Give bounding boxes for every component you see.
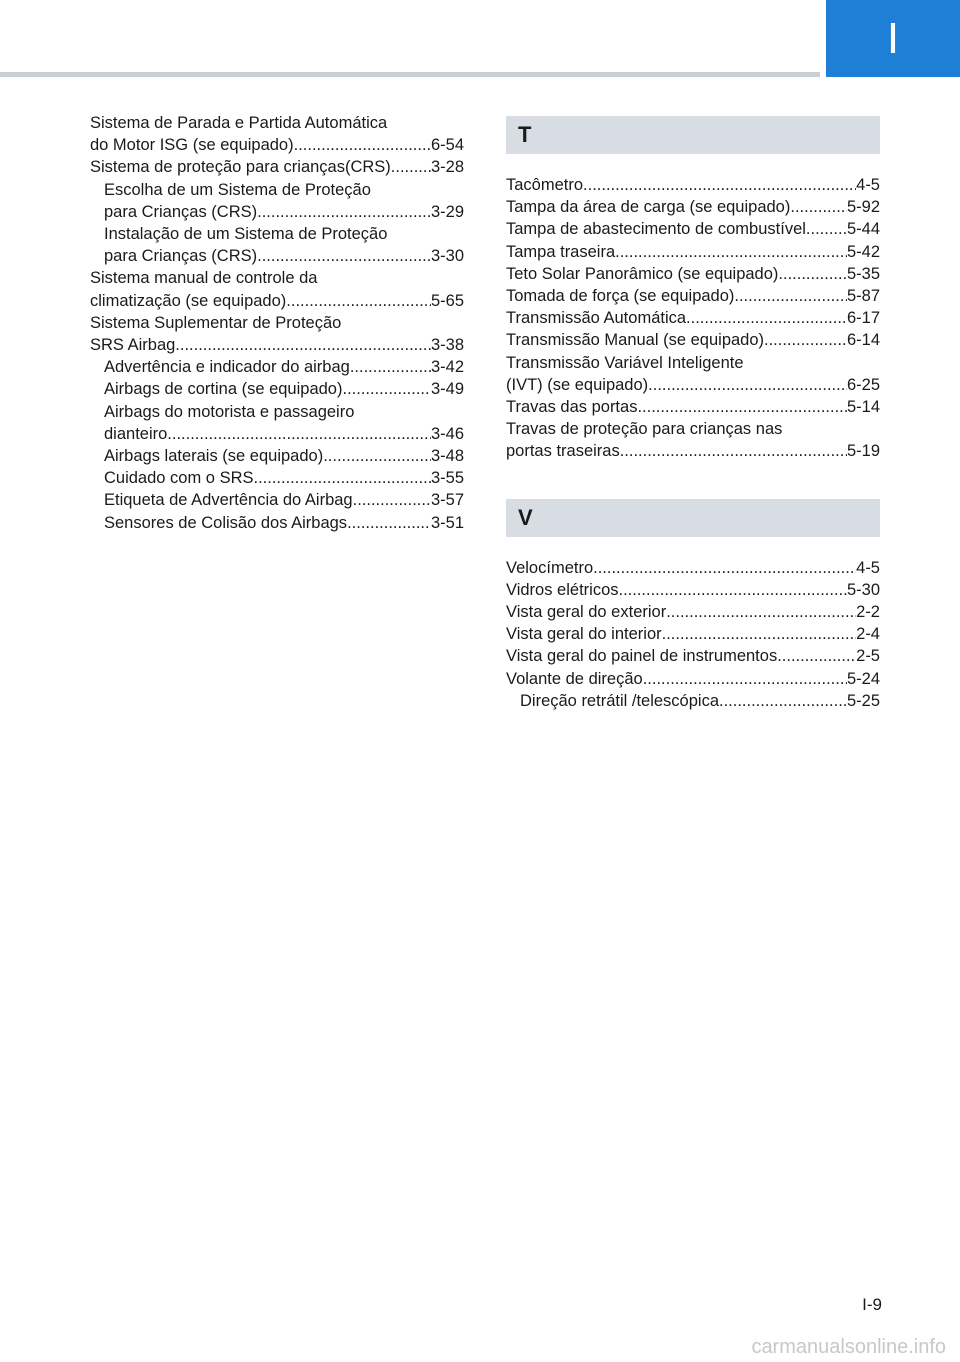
entry-page-ref: 5-25 <box>846 691 880 710</box>
entry-page-ref: 3-28 <box>430 158 464 177</box>
entry-text: Direção retrátil /telescópica <box>520 691 719 710</box>
index-entry <box>506 307 880 329</box>
footer-watermark: carmanualsonline.info <box>751 1336 946 1358</box>
entry-page-ref: 3-30 <box>430 247 464 266</box>
entry-text: Teto Solar Panorâmico (se equipado) <box>506 264 779 283</box>
entry-line <box>90 290 464 312</box>
entry-text: Sistema de proteção para crianças(CRS) <box>90 158 391 177</box>
index-column-right <box>506 116 880 712</box>
dot-leader <box>719 690 847 712</box>
index-entry <box>506 557 880 579</box>
entry-text: do Motor ISG (se equipado) <box>90 136 294 155</box>
entry-line <box>90 267 464 289</box>
entry-page-ref: 5-14 <box>846 398 880 417</box>
entry-line <box>506 623 880 645</box>
index-entry <box>506 579 880 601</box>
entry-text: Sistema de Parada e Partida Automática <box>90 114 388 132</box>
index-entry <box>506 329 880 351</box>
entry-text: para Crianças (CRS) <box>104 202 258 221</box>
entry-text: Vidros elétricos <box>506 580 619 599</box>
entry-line <box>104 401 464 423</box>
entry-line <box>506 352 880 374</box>
entry-line <box>506 601 880 623</box>
index-subentry <box>90 467 464 489</box>
dot-leader <box>643 668 847 690</box>
index-subentry <box>90 401 464 445</box>
dot-leader <box>254 467 431 489</box>
entry-page-ref: 4-5 <box>856 176 880 194</box>
dot-leader <box>167 423 431 445</box>
index-entry <box>506 263 880 285</box>
entry-line <box>104 179 464 201</box>
entry-text: Transmissão Manual (se equipado) <box>506 331 765 350</box>
entry-line <box>506 174 880 196</box>
index-subentry <box>90 179 464 223</box>
entry-line <box>104 356 464 378</box>
entry-text: dianteiro <box>104 424 168 443</box>
index-entry <box>506 418 880 462</box>
entry-page-ref: 5-87 <box>846 287 880 306</box>
index-entry <box>506 285 880 307</box>
entry-page-ref: 3-51 <box>430 513 464 532</box>
entry-text: Vista geral do exterior <box>506 603 667 622</box>
dot-leader <box>615 241 847 263</box>
entry-line <box>506 218 880 240</box>
entry-text: Travas das portas <box>506 398 638 417</box>
entry-text: Sistema manual de controle da <box>90 269 318 288</box>
index-entry <box>506 645 880 667</box>
entry-text: Etiqueta de Advertência do Airbag <box>104 491 353 510</box>
dot-leader <box>734 285 847 307</box>
entry-page-ref: 3-57 <box>430 491 464 510</box>
entry-page-ref: 5-24 <box>846 669 880 688</box>
entry-line <box>506 374 880 396</box>
entry-line <box>90 156 464 178</box>
dot-leader <box>347 512 431 534</box>
entry-text: Tacômetro <box>506 176 584 194</box>
entry-line <box>506 645 880 667</box>
entry-page-ref: 5-42 <box>846 242 880 261</box>
entry-text: Advertência e indicador do airbag <box>104 358 350 377</box>
entry-text: Tampa de abastecimento de combustível <box>506 220 806 239</box>
entry-line <box>90 134 464 156</box>
entry-text: Vista geral do painel de instrumentos <box>506 647 778 666</box>
entry-page-ref: 5-35 <box>846 264 880 283</box>
dot-leader <box>777 645 856 667</box>
entry-text: Travas de proteção para crianças nas <box>506 420 783 439</box>
entry-page-ref: 3-29 <box>430 202 464 221</box>
entry-page-ref: 3-42 <box>430 358 464 377</box>
dot-leader <box>294 134 431 156</box>
index-entry <box>506 623 880 645</box>
entry-text: Transmissão Automática <box>506 309 687 328</box>
index-entry <box>90 312 464 356</box>
entry-page-ref: 2-5 <box>856 647 880 666</box>
entry-page-ref: 3-49 <box>430 380 464 399</box>
index-subentry <box>506 690 880 712</box>
dot-leader <box>350 356 431 378</box>
entry-line <box>104 223 464 245</box>
entry-text: (IVT) (se equipado) <box>506 375 649 394</box>
entry-text: SRS Airbag <box>90 336 176 355</box>
entry-text: Tampa da área de carga (se equipado) <box>506 198 791 217</box>
dot-leader <box>593 557 856 579</box>
entry-line <box>104 489 464 511</box>
dot-leader <box>806 218 847 240</box>
entry-page-ref: 3-55 <box>430 469 464 488</box>
dot-leader <box>323 445 431 467</box>
dot-leader <box>175 334 431 356</box>
index-entry <box>90 267 464 311</box>
entry-text: Velocímetro <box>506 558 594 577</box>
index-subentry <box>90 378 464 400</box>
index-entry <box>506 601 880 623</box>
index-letter-tab: I <box>826 0 960 77</box>
dot-leader <box>764 329 847 351</box>
entry-page-ref: 6-25 <box>846 375 880 394</box>
section-header: V <box>506 499 880 537</box>
entry-text: Airbags de cortina (se equipado) <box>104 380 343 399</box>
entry-text: para Crianças (CRS) <box>104 247 258 266</box>
entry-line <box>104 467 464 489</box>
dot-leader <box>686 307 847 329</box>
entry-line <box>104 445 464 467</box>
entry-text: portas traseiras <box>506 442 620 461</box>
entry-page-ref: 5-19 <box>846 442 880 461</box>
entry-text: climatização (se equipado) <box>90 291 287 310</box>
entry-text: Tomada de força (se equipado) <box>506 287 735 306</box>
dot-leader <box>790 196 847 218</box>
entry-text: Sensores de Colisão dos Airbags <box>104 513 348 532</box>
index-subentry <box>90 489 464 511</box>
entry-text: Airbags laterais (se equipado) <box>104 447 324 466</box>
entry-line <box>90 312 464 334</box>
entry-page-ref: 5-44 <box>846 220 880 239</box>
dot-leader <box>666 601 856 623</box>
entry-line <box>520 690 880 712</box>
entry-page-ref: 4-5 <box>856 558 880 577</box>
entry-line <box>506 285 880 307</box>
dot-leader <box>637 396 847 418</box>
entry-line <box>104 512 464 534</box>
dot-leader <box>391 156 431 178</box>
entry-page-ref: 2-4 <box>856 625 880 644</box>
dot-leader <box>778 263 847 285</box>
entry-line <box>104 423 464 445</box>
entry-line <box>104 245 464 267</box>
index-subentry <box>90 223 464 267</box>
entry-line <box>506 307 880 329</box>
entry-page-ref: 3-48 <box>430 447 464 466</box>
index-entry <box>90 156 464 178</box>
dot-leader <box>619 579 847 601</box>
entry-page-ref: 6-14 <box>846 331 880 350</box>
header-rule <box>0 72 820 77</box>
index-column-left <box>90 112 464 534</box>
dot-leader <box>257 201 431 223</box>
entry-line <box>90 334 464 356</box>
index-subentry <box>90 356 464 378</box>
entry-line <box>506 440 880 462</box>
index-entry <box>506 668 880 690</box>
index-subentry <box>90 445 464 467</box>
index-entry <box>506 174 880 196</box>
entry-page-ref: 6-54 <box>430 136 464 155</box>
entry-text: Tampa traseira <box>506 242 616 261</box>
entry-line <box>506 329 880 351</box>
dot-leader <box>662 623 857 645</box>
entry-text: Transmissão Variável Inteligente <box>506 353 744 372</box>
entry-page-ref: 6-17 <box>846 309 880 328</box>
entry-page-ref: 3-38 <box>430 336 464 355</box>
dot-leader <box>583 174 856 196</box>
entry-line <box>506 557 880 579</box>
page-number: I-9 <box>862 1295 882 1314</box>
entry-line <box>506 396 880 418</box>
entry-line <box>506 668 880 690</box>
index-entry <box>506 396 880 418</box>
dot-leader <box>620 440 847 462</box>
dot-leader <box>353 489 431 511</box>
entry-page-ref: 5-92 <box>846 198 880 217</box>
index-entry <box>90 112 464 156</box>
entry-text: Volante de direção <box>506 669 643 688</box>
index-entry <box>506 218 880 240</box>
entry-page-ref: 2-2 <box>856 603 880 622</box>
entry-line <box>506 263 880 285</box>
dot-leader <box>257 245 431 267</box>
entry-text: Vista geral do interior <box>506 625 662 644</box>
dot-leader <box>648 374 847 396</box>
dot-leader <box>286 290 431 312</box>
entry-page-ref: 3-46 <box>430 424 464 443</box>
entry-text: Escolha de um Sistema de Proteção <box>104 180 371 199</box>
index-entry <box>506 241 880 263</box>
entry-line <box>506 241 880 263</box>
dot-leader <box>342 378 430 400</box>
section-header: T <box>506 116 880 154</box>
entry-line <box>506 418 880 440</box>
entry-line <box>90 112 464 134</box>
entry-page-ref: 5-65 <box>430 291 464 310</box>
index-entry <box>506 196 880 218</box>
index-subentry <box>90 512 464 534</box>
entry-line <box>104 378 464 400</box>
entry-line <box>506 196 880 218</box>
index-entry <box>506 352 880 396</box>
entry-text: Cuidado com o SRS <box>104 469 254 488</box>
entry-line <box>506 579 880 601</box>
entry-text: Airbags do motorista e passageiro <box>104 402 355 421</box>
entry-text: Sistema Suplementar de Proteção <box>90 313 342 332</box>
entry-line <box>104 201 464 223</box>
entry-page-ref: 5-30 <box>846 580 880 599</box>
entry-text: Instalação de um Sistema de Proteção <box>104 225 388 244</box>
